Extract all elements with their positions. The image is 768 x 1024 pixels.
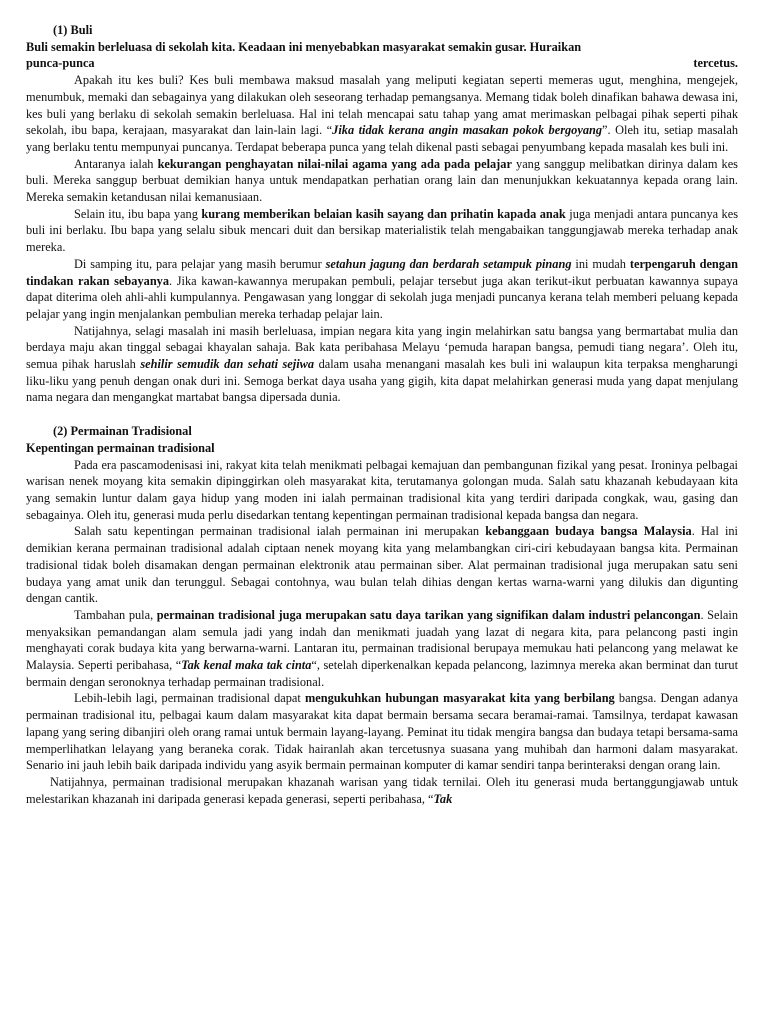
key-point: kurang memberikan belaian kasih sayang dan prihatin kapada anak — [201, 206, 566, 221]
section-2-paragraph-4 — [26, 690, 738, 774]
text-run: Salah satu kepentingan permainan tradisional ialah permainan ini merupakan — [74, 524, 486, 539]
section-2-paragraph-5 — [26, 774, 738, 807]
section-2-paragraph-1: Pada era pascamodenisasi ini, rakyat kita telah menikmati pelbagai kemajuan dan pembangunan fizikal yang pesat. Ironinya pelbagai warisan nenek moyang kita semakin dipinggirkan oleh masyarakat kita, terutamanya golongan muda. Salah satu khazanah kebudayaan kita yang semakin luntur dalam gaya hidup yang moden ini ialah permainan tradisional kita yang terdiri daripada congkak, wau, gasing dan sebagainya. Oleh itu, generasi muda perlu disedarkan tentang kepentingan permainan tradisional kepada bangsa dan negara. — [26, 457, 738, 522]
key-point: terpengaruh dengan tindakan rakan sebayanya — [26, 256, 739, 288]
text-run: ”. Oleh itu, setiap masalah yang berlaku tentu mempunyai puncanya. Terdapat beberapa punca yang telah dikenal pasti sebagai penyumbang kepada masalah kes buli ini. — [26, 123, 738, 154]
key-point: kekurangan penghayatan nilai-nilai agama yang ada pada pelajar — [157, 156, 512, 171]
text-run: bangsa. Dengan adanya permainan tradisional itu, pelbagai kaum dalam masyarakat kita dapat bermain bersama secara beramai-ramai. Tamsilnya, terdapat kawasan lapang yang sering dibanjiri oleh orang ramai untuk bermain layang-layang. Peminat itu tidak mengira bangsa dan budaya tetapi bersama-sama memperlihatkan lelayang yang beraneka corak. Tidak hairanlah akan tercetusnya suasana yang muhibah dan harmoni dalam masyarakat. Senario ini jauh lebih baik daripada individu yang asyik bermain permainan komputer di kamar sendiri tanpa berinteraksi dengan orang lain. — [26, 691, 738, 773]
text-run: Natijahnya, selagi masalah ini masih berleluasa, impian negara kita yang ingin melahirkan satu bangsa yang bermartabat mulia dan berdaya maju akan tinggal sebagai khayalan sahaja. Bak kata peribahasa Melayu ‘pemuda harapan bangsa, pemudi tiang negara’. Oleh itu, semua pihak haruslah — [26, 323, 738, 372]
text-run: . Hal ini demikian kerana permainan tradisional adalah ciptaan nenek moyang kita yang melambangkan ciri-ciri kebudayaan bangsa kita. Permainan tradisional tidak boleh disamakan dengan permainan elektronik atau permainan siber. Alat permainan tradisional juga merupakan satu seni budaya yang amat unik dan terunggul. Sebagai contohnya, wau bulan telah dihias dengan kertas warna-warni yang dilukis dan digunting dengan cantik. — [26, 524, 738, 606]
text-run: yang sanggup melibatkan dirinya dalam kes buli. Mereka sanggup berbuat demikian hanya untuk mendapatkan perhatian orang lain dan menunjukkan kekuatannya kepada orang lain. Mereka semakin ketandusan nilai kemanusiaan. — [26, 156, 738, 205]
proverb-emphasis: Jika tidak kerana angin masakan pokok bergoyang — [332, 123, 603, 138]
text-run: . Jika kawan-kawannya merupakan pembuli, pelajar tersebut juga akan terikut-ikut perbuatan kawannya supaya dapat diterima oleh ahli-ahli kumpulannya. Pengawasan yang longgar di sekolah juga menjadi puncanya kerana telah memberi peluang kepada pelajar yang ingin menjalankan pembulian mereka terhadap pelajar lain. — [26, 273, 738, 321]
text-run: Lebih-lebih lagi, permainan tradisional dapat — [74, 691, 306, 706]
key-point: permainan tradisional juga merupakan satu daya tarikan yang signifikan dalam industri pelancongan — [156, 607, 701, 622]
text-run: Natijahnya, permainan tradisional merupakan khazanah warisan yang tidak ternilai. Oleh itu generasi muda bertanggungjawab untuk melestarikan khazanah ini daripada generasi kepada generasi, seperti peribahasa, “ — [26, 774, 738, 806]
text-run: ini mudah — [571, 256, 630, 271]
proverb-emphasis: Tak kenal maka tak cinta — [181, 658, 312, 673]
section-2-paragraph-2 — [26, 523, 738, 607]
question-end-left: punca-punca — [26, 56, 95, 71]
text-run: Selain itu, ibu bapa yang — [74, 206, 202, 221]
essay-page — [26, 22, 738, 807]
section-2-heading: (2) Permainan Tradisional — [53, 424, 192, 439]
text-run: dalam usaha menangani masalah kes buli ini walaupun kita terpaksa mengharungi liku-liku yang penuh dengan onak duri ini. Semoga berkat daya usaha yang gigih, kita dapat melahirkan generasi muda yang dapat menjulang nama negara dan mengangkat martabat bangsa dipersada dunia. — [26, 357, 738, 405]
text-run: Antaranya ialah — [74, 156, 158, 171]
question-end-right: tercetus. — [693, 56, 738, 71]
text-run: Di samping itu, para pelajar yang masih berumur — [74, 256, 326, 271]
key-point: mengukuhkan hubungan masyarakat kita yang berbilang — [305, 691, 615, 706]
section-1-question-end — [26, 55, 738, 72]
section-2-subheading: Kepentingan permainan tradisional — [26, 440, 215, 455]
text-run: Tambahan pula, — [74, 607, 157, 622]
text-run: juga menjadi antara puncanya kes buli ini berlaku. Ibu bapa yang selalu sibuk mencari duit dan bersikap materialistik telah mengabaikan tanggungjawab mereka terhadap anak mereka. — [26, 206, 739, 255]
proverb-emphasis: Tak — [433, 791, 453, 806]
section-1-question: Buli semakin berleluasa di sekolah kita. Keadaan ini menyebabkan masyarakat semakin gusar. Huraikan — [26, 39, 582, 54]
text-run: Apakah itu kes buli? Kes buli membawa maksud masalah yang meliputi kegiatan seperti memeras ugut, menghina, mengejek, menumbuk, memaki dan sebagainya yang dilakukan oleh seseorang terhadap pemangsanya. Memang tidak boleh dinafikan bahawa dewasa ini, kes buli yang berlaku di sekolah semakin berleluasa. Hal ini telah mencapai satu tahap yang amat merimaskan pelbagai pihak seperti pihak sekolah, ibu bapa, kerajaan, masyarakat dan lain-lain lagi. “ — [26, 73, 738, 138]
section-1-paragraph-2 — [26, 156, 738, 206]
section-1-paragraph-5 — [26, 323, 738, 407]
section-1-paragraph-3 — [26, 206, 738, 256]
text-run: . Selain menyaksikan pemandangan alam semula jadi yang indah dan menikmati juadah yang lazat di negara kita, para pelancong pasti ingin menghayati corak budaya kita yang berwarna-warni. Lantaran itu, permainan tradisional berupaya memukau hati pelancong yang melawat ke Malaysia. Seperti peribahasa, “ — [26, 607, 739, 673]
proverb-emphasis: sehilir semudik dan sehati sejiwa — [140, 357, 315, 372]
section-1-paragraph-4 — [26, 256, 738, 323]
key-point: kebanggaan budaya bangsa Malaysia — [485, 524, 692, 539]
section-spacer — [26, 406, 738, 423]
section-2-paragraph-3 — [26, 607, 738, 691]
text-run: “, setelah diperkenalkan kepada pelancong, lazimnya mereka akan berminat dan turut bermain dengan seronoknya terhadap permainan tradisional. — [26, 658, 738, 689]
section-1-paragraph-1 — [26, 72, 738, 156]
section-1-heading: (1) Buli — [53, 23, 93, 37]
proverb-emphasis: setahun jagung dan berdarah setampuk pinang — [325, 256, 572, 271]
